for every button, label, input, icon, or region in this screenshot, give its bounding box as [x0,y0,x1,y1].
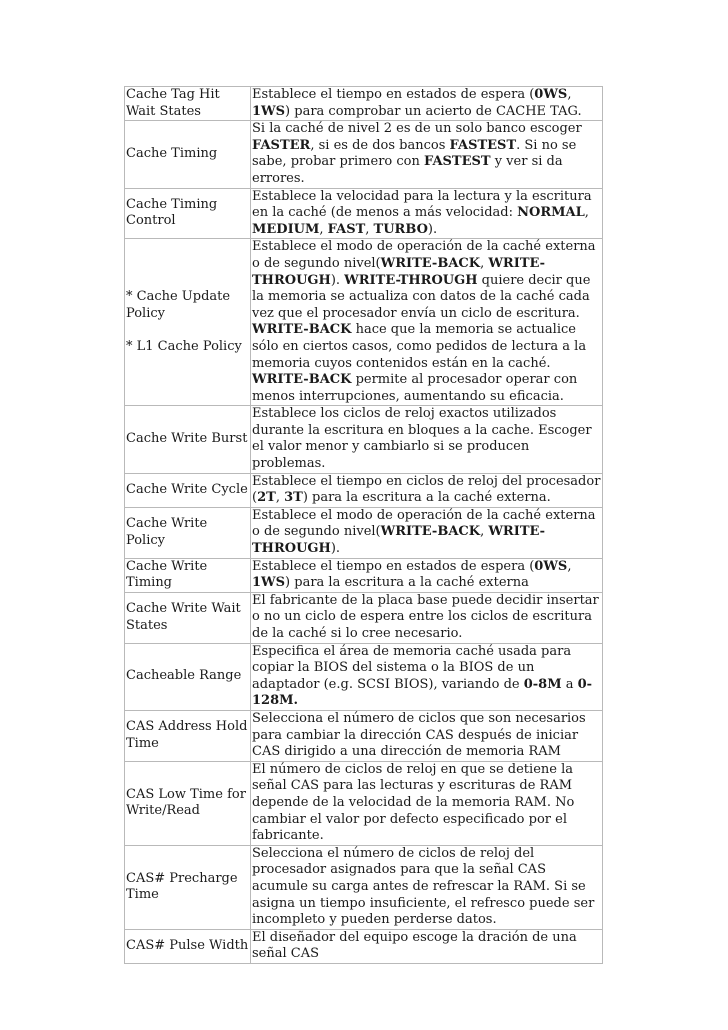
description-text: Selecciona el número de ciclos que son necesarios para cambiar la dirección CAS después de iniciar CAS dirigido a una dirección de memoria RAM [252,710,586,760]
description-text: permite al procesador operar con menos interrupciones, aumentando su eficacia. [252,372,578,404]
description-keyword: 1WS [252,103,286,119]
setting-name-line: Cacheable Range [126,668,242,684]
table-row [125,710,603,761]
description-text: , [480,524,489,540]
description-keyword: FAST [327,221,366,237]
description-text: , [480,255,489,271]
description-text: , [365,221,374,237]
description-text: hace que la memoria se actualice sólo en ciertos casos, como pedidos de lectura a la memoria cuyos contenidos están en la caché. [252,322,587,371]
setting-name-line: States [126,617,168,633]
description-keyword: 2T [257,490,276,506]
description-keyword: WRITE-THROUGH [252,255,546,288]
setting-description [251,87,603,121]
table-row [125,507,603,558]
setting-name [125,710,251,761]
description-keyword: 0-8M [523,676,562,692]
table-row [125,592,603,643]
setting-name [125,121,251,188]
setting-name-line: CAS# Pulse Width [126,937,249,953]
description-text: , [567,558,572,574]
setting-name-line: Cache Timing [126,146,218,162]
table-row [125,188,603,239]
setting-description [251,473,603,507]
setting-description [251,239,603,406]
description-keyword: 0WS [534,558,568,574]
setting-name-line: * L1 Cache Policy [126,338,242,354]
table-body [125,87,603,964]
table-row [125,121,603,188]
description-text: y ver si da errores. [252,154,563,186]
setting-name [125,507,251,558]
setting-name [125,406,251,473]
setting-description [251,406,603,473]
description-text: Establece el modo de operación de la caché externa o de segundo nivel( [252,507,596,540]
setting-name [125,558,251,592]
setting-name-line: Time [126,887,159,903]
setting-name-line: CAS Low Time for [126,786,246,802]
description-text: Establece la velocidad para la lectura y la escritura en la caché (de menos a más velocidad: [252,188,592,221]
table-row [125,845,603,929]
description-text: , [584,205,589,221]
setting-name-line: Cache Write Burst [126,431,248,447]
setting-name [125,592,251,643]
description-text: Si la caché de nivel 2 es de un solo banco escoger [252,121,582,137]
description-text: a [561,676,578,692]
setting-name-line: Control [126,213,176,229]
description-text: Selecciona el número de ciclos de reloj del procesador asignados para que la señal CAS acumule su carga antes de refrescar la RAM. Si se asigna un tiempo insuficiente, el refresco puede ser incompleto y pueden perderse datos. [252,845,595,928]
description-keyword: WRITE-BACK [252,372,352,388]
description-keyword: FASTEST [449,137,517,153]
setting-name [125,239,251,406]
setting-name-line: Cache Write Cycle [126,481,248,497]
setting-name [125,87,251,121]
table-row [125,558,603,592]
description-text: El fabricante de la placa base puede decidir insertar o no un ciclo de espera entre los ciclos de escritura de la caché si lo cree necesario. [252,592,599,641]
setting-description [251,592,603,643]
description-keyword: MEDIUM [252,221,320,237]
setting-description [251,121,603,188]
setting-name-line: CAS# Precharge [126,870,238,886]
description-text: , [567,87,572,102]
description-text: El número de ciclos de reloj en que se detiene la señal CAS para las lecturas y escrituras de RAM depende de la velocidad de la memoria RAM. No cambiar el valor por defecto especificado por el fabricante. [252,761,575,844]
description-text: Establece el tiempo en ciclos de reloj del procesador ( [252,473,601,506]
table-row [125,761,603,845]
setting-description [251,761,603,845]
setting-name-line: Cache Write Wait [126,601,241,617]
description-text: Establece los ciclos de reloj exactos utilizados durante la escritura en bloques a la cache. Escoger el valor menor y cambiarlo si se producen problemas. [252,406,592,472]
description-text: , [319,221,328,237]
description-text: , si es de dos bancos [310,137,450,153]
description-keyword: 0WS [534,87,568,102]
description-keyword: 1WS [252,575,286,591]
description-text: Establece el tiempo en estados de espera ( [252,87,535,102]
setting-name-line: CAS Address Hold [126,719,248,735]
setting-name-line: Time [126,735,159,751]
description-keyword: FASTER [252,137,311,153]
description-text: Especifica el área de memoria caché usada para copiar la BIOS del sistema o la BIOS de un adaptador (e.g. SCSI BIOS), variando de [252,643,572,692]
bios-settings-table [124,86,603,964]
setting-description [251,558,603,592]
setting-name-line: Cache Timing [126,196,218,212]
setting-name-line: Cache Write [126,558,208,574]
setting-description [251,507,603,558]
setting-name [125,929,251,963]
description-keyword: TURBO [373,221,428,237]
description-text: ). [427,221,438,237]
description-text: ) para la escritura a la caché externa. [302,490,551,506]
description-text: ). [330,272,345,288]
table-row [125,239,603,406]
setting-name-line: Write/Read [126,803,201,819]
setting-name-line: * Cache Update [126,289,231,305]
setting-name [125,845,251,929]
setting-name [125,643,251,710]
description-keyword: NORMAL [517,205,585,221]
table-row [125,929,603,963]
description-keyword: WRITE-BACK [380,255,481,271]
description-keyword: 0-128M. [252,676,593,709]
table-row [125,473,603,507]
description-keyword: WRITE-BACK [252,322,352,338]
setting-name-line: Timing [126,575,173,591]
setting-name-line: Cache Tag Hit [126,87,220,102]
description-text: Establece el modo de operación de la caché externa o de segundo nivel( [252,239,596,271]
setting-description [251,710,603,761]
table-row [125,87,603,121]
setting-name-line: Cache Write Policy [126,516,208,548]
description-text: , [275,490,285,506]
description-text: ) para la escritura a la caché externa [285,575,529,591]
setting-description [251,188,603,239]
setting-description [251,929,603,963]
table-row [125,406,603,473]
description-text: ). [330,541,341,557]
setting-name [125,188,251,239]
setting-name [125,473,251,507]
setting-description [251,845,603,929]
description-text: . Si no se sabe, probar primero con [252,137,577,170]
table-row [125,643,603,710]
description-keyword: FASTEST [423,154,491,170]
description-keyword: 3T [284,490,303,506]
setting-description [251,643,603,710]
description-keyword: WRITE-THROUGH [252,524,546,557]
description-text: ) para comprobar un acierto de CACHE TAG. [285,103,582,119]
setting-name-line: Policy [126,305,165,321]
setting-name [125,761,251,845]
setting-name-spacer [126,322,249,339]
description-text: Establece el tiempo en estados de espera ( [252,558,535,574]
setting-name-line: Wait States [126,103,201,119]
description-keyword: WRITE-THROUGH [344,272,478,288]
description-text: El diseñador del equipo escoge la dración de una señal CAS [252,929,577,962]
description-text: quiere decir que la memoria se actualiza con datos de la caché cada vez que el procesador envía un ciclo de escritura. [252,272,591,321]
description-keyword: WRITE-BACK [380,524,481,540]
